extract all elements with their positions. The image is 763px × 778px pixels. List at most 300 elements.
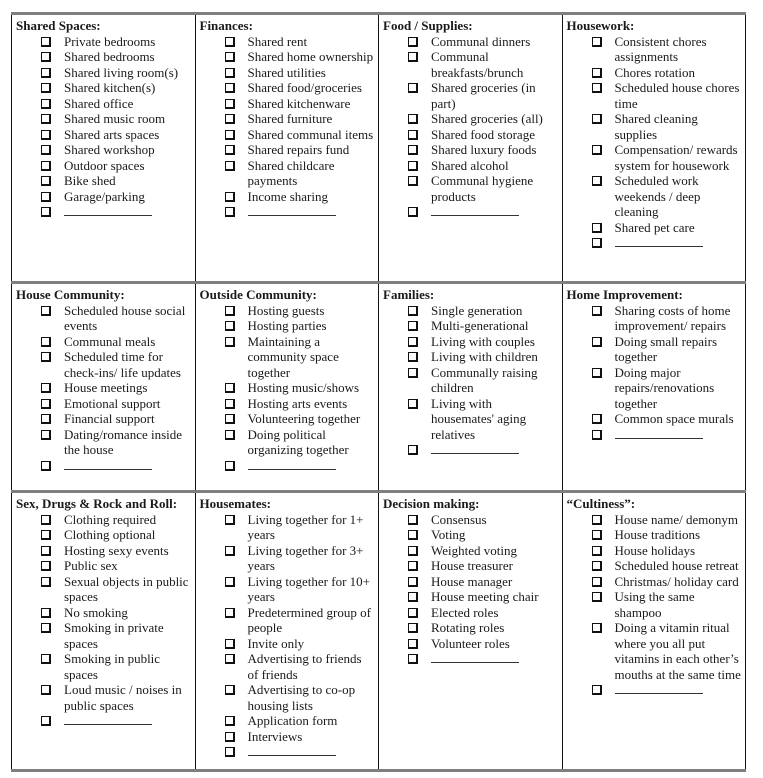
checklist-item-label: Living together for 10+ years <box>247 573 370 604</box>
checklist-item-label: Living with housemates' aging relatives <box>431 395 527 442</box>
category-heading: Housework: <box>566 18 635 33</box>
checkbox-icon[interactable] <box>592 83 602 93</box>
checklist-item <box>591 543 742 559</box>
checkbox-icon[interactable] <box>225 145 235 155</box>
checklist <box>383 34 558 220</box>
checklist-item <box>591 303 742 334</box>
checklist <box>16 303 191 474</box>
checklist-item-label: Scheduled time for check-ins/ life updates <box>64 349 181 380</box>
checklist-item-label: Shared kitchenware <box>247 95 351 111</box>
checklist-item <box>407 527 558 543</box>
checklist-item <box>40 543 191 559</box>
checklist-item <box>591 111 742 142</box>
checkbox-icon[interactable] <box>41 99 51 109</box>
checklist-item <box>407 49 558 80</box>
blank-write-in-line[interactable] <box>615 427 703 439</box>
checkbox-icon[interactable] <box>41 145 51 155</box>
checklist-item-label: Hosting parties <box>247 318 327 333</box>
checklist-item-label: No smoking <box>64 604 128 620</box>
checkbox-icon[interactable] <box>225 83 235 93</box>
blank-write-in-line[interactable] <box>248 458 336 470</box>
checklist-item <box>407 173 558 204</box>
category-cell <box>195 283 379 492</box>
checkbox-icon[interactable] <box>41 546 51 556</box>
checklist-item-label: Loud music / noises in public spaces <box>64 682 182 713</box>
checkbox-icon[interactable] <box>41 68 51 78</box>
checklist-item <box>407 318 558 334</box>
checklist-item-label: Single generation <box>431 302 523 318</box>
checkbox-icon[interactable] <box>41 461 51 471</box>
checklist-item <box>224 318 375 334</box>
checklist-item <box>40 380 191 396</box>
checklist-item <box>224 605 375 636</box>
checkbox-icon[interactable] <box>225 716 235 726</box>
checkbox-icon[interactable] <box>408 207 418 217</box>
blank-write-in-line[interactable] <box>64 713 152 725</box>
checklist-item-label: Sexual objects in public spaces <box>64 573 189 604</box>
category-heading: House Community: <box>16 287 125 302</box>
blank-write-in-line[interactable] <box>431 442 519 454</box>
checklist-item <box>40 204 191 220</box>
checklist-item-label: Garage/parking <box>64 188 145 204</box>
checklist-item-label: Income sharing <box>247 188 329 204</box>
checklist-item-label: Shared workshop <box>64 142 155 157</box>
checklist-item-label: House name/ demonym <box>614 511 738 527</box>
checklist <box>200 303 375 474</box>
checkbox-icon[interactable] <box>592 430 602 440</box>
checklist-item-label: Clothing required <box>64 511 157 527</box>
checklist-item-label: Financial support <box>64 411 155 426</box>
checklist-item-label: Application form <box>247 713 338 728</box>
checkbox-icon[interactable] <box>408 337 418 347</box>
blank-write-in-line[interactable] <box>615 682 703 694</box>
checklist-item-label: Elected roles <box>431 604 499 620</box>
checklist-item-label: Scheduled house retreat <box>614 558 739 573</box>
checkbox-icon[interactable] <box>41 530 51 540</box>
checkbox-icon[interactable] <box>225 685 235 695</box>
blank-write-in-line[interactable] <box>431 204 519 216</box>
checkbox-icon[interactable] <box>592 546 602 556</box>
checklist-item <box>40 682 191 713</box>
checklist-item-label: Advertising to friends of friends <box>247 651 362 682</box>
checkbox-icon[interactable] <box>408 130 418 140</box>
checklist-item-label: Interviews <box>247 728 303 744</box>
checklist-item <box>591 65 742 81</box>
checklist-item <box>224 334 375 381</box>
checklist-item-label: Doing a vitamin ritual where you all put vitamins in each other’s mouths at the same time <box>614 620 741 682</box>
checklist-item-label: Shared rent <box>247 33 308 49</box>
checklist-item-label: Sharing costs of home improvement/ repairs <box>614 302 731 333</box>
checklist-item <box>224 303 375 319</box>
checkbox-icon[interactable] <box>41 515 51 525</box>
checkbox-icon[interactable] <box>225 399 235 409</box>
checkbox-icon[interactable] <box>592 306 602 316</box>
checkbox-icon[interactable] <box>408 592 418 602</box>
checkbox-icon[interactable] <box>592 515 602 525</box>
checklist-item <box>224 713 375 729</box>
blank-write-in-line[interactable] <box>431 651 519 663</box>
checkbox-icon[interactable] <box>408 623 418 633</box>
checklist-table <box>11 12 746 772</box>
checklist-item-label: Living with children <box>431 349 538 364</box>
checklist-item <box>40 411 191 427</box>
checkbox-icon[interactable] <box>225 383 235 393</box>
checkbox-icon[interactable] <box>225 192 235 202</box>
checklist <box>567 512 742 698</box>
checkbox-icon[interactable] <box>225 99 235 109</box>
checklist-item <box>40 605 191 621</box>
checklist-item-label: House treasurer <box>431 558 513 573</box>
checklist-item <box>224 636 375 652</box>
category-heading: Home Improvement: <box>566 287 683 302</box>
checklist-item <box>591 574 742 590</box>
category-cell <box>379 492 563 771</box>
checklist-item-label: Consistent chores assignments <box>614 33 707 64</box>
category-cell <box>12 283 196 492</box>
checklist-item-label: Smoking in public spaces <box>64 651 161 682</box>
checklist-item-label: Common space murals <box>614 411 734 426</box>
checklist-item-label: Shared groceries (all) <box>431 111 543 126</box>
category-heading: “Cultiness”: <box>566 496 636 511</box>
checkbox-icon[interactable] <box>408 37 418 47</box>
category-cell <box>12 14 196 283</box>
checkbox-icon[interactable] <box>408 530 418 540</box>
checklist-item <box>224 158 375 189</box>
checkbox-icon[interactable] <box>41 561 51 571</box>
category-heading: Food / Supplies: <box>383 18 473 33</box>
checkbox-icon[interactable] <box>592 577 602 587</box>
checkbox-icon[interactable] <box>592 414 602 424</box>
checklist-item <box>40 142 191 158</box>
checklist-item-label: Maintaining a community space together <box>247 333 339 380</box>
checkbox-icon[interactable] <box>41 399 51 409</box>
checklist-item-label: Shared childcare payments <box>247 157 335 188</box>
checklist-item <box>40 574 191 605</box>
checklist-item <box>40 34 191 50</box>
checklist-item <box>591 142 742 173</box>
checklist-item <box>591 80 742 111</box>
checkbox-icon[interactable] <box>41 306 51 316</box>
checklist-item-label: Outdoor spaces <box>64 157 145 173</box>
checklist-item <box>40 127 191 143</box>
checklist-item <box>40 620 191 651</box>
checkbox-icon[interactable] <box>225 639 235 649</box>
checkbox-icon[interactable] <box>408 52 418 62</box>
checkbox-icon[interactable] <box>592 623 602 633</box>
checklist-item <box>591 589 742 620</box>
checklist-item <box>407 396 558 443</box>
checklist-item-label: Advertising to co-op housing lists <box>247 682 356 713</box>
checkbox-icon[interactable] <box>225 306 235 316</box>
checklist-item-label: Predetermined group of people <box>247 604 371 635</box>
checklist-item-label: Communally raising children <box>431 364 538 395</box>
checkbox-icon[interactable] <box>408 445 418 455</box>
checklist <box>200 34 375 220</box>
checklist-item <box>40 303 191 334</box>
checkbox-icon[interactable] <box>41 207 51 217</box>
category-cell <box>12 492 196 771</box>
checklist-item <box>40 111 191 127</box>
checklist-item <box>40 80 191 96</box>
checkbox-icon[interactable] <box>225 321 235 331</box>
checkbox-icon[interactable] <box>41 176 51 186</box>
checkbox-icon[interactable] <box>592 592 602 602</box>
checkbox-icon[interactable] <box>225 608 235 618</box>
checkbox-icon[interactable] <box>225 130 235 140</box>
checklist-item <box>591 620 742 682</box>
checklist-item-label: Chores rotation <box>614 64 696 80</box>
checkbox-icon[interactable] <box>408 176 418 186</box>
category-heading: Finances: <box>199 18 253 33</box>
checkbox-icon[interactable] <box>592 223 602 233</box>
checklist-item <box>407 303 558 319</box>
category-heading: Housemates: <box>199 496 271 511</box>
table-row <box>12 283 746 492</box>
checklist-item <box>407 111 558 127</box>
checkbox-icon[interactable] <box>225 515 235 525</box>
checkbox-icon[interactable] <box>41 52 51 62</box>
checklist-item-label: Shared communal items <box>247 126 374 142</box>
checkbox-icon[interactable] <box>225 68 235 78</box>
checkbox-icon[interactable] <box>408 561 418 571</box>
checkbox-icon[interactable] <box>41 608 51 618</box>
checklist-item <box>407 651 558 667</box>
checkbox-icon[interactable] <box>592 114 602 124</box>
checkbox-icon[interactable] <box>408 161 418 171</box>
checklist <box>16 512 191 729</box>
checklist-item <box>224 512 375 543</box>
checklist-item-label: Shared living room(s) <box>64 64 179 80</box>
checkbox-icon[interactable] <box>41 337 51 347</box>
checklist-item <box>591 427 742 443</box>
checkbox-icon[interactable] <box>41 716 51 726</box>
checklist-item <box>224 142 375 158</box>
checklist-item <box>591 512 742 528</box>
checklist <box>383 303 558 458</box>
checklist-item <box>224 111 375 127</box>
category-cell <box>379 14 563 283</box>
category-heading: Shared Spaces: <box>16 18 101 33</box>
checkbox-icon[interactable] <box>225 732 235 742</box>
checkbox-icon[interactable] <box>41 414 51 424</box>
checklist-item <box>591 334 742 365</box>
checklist-item <box>407 442 558 458</box>
checklist-item-label: Hosting music/shows <box>247 380 360 395</box>
checklist-item-label: Communal meals <box>64 333 156 349</box>
category-cell <box>195 492 379 771</box>
checklist-item-label: Communal breakfasts/brunch <box>431 49 524 80</box>
checklist-item-label: House traditions <box>614 527 701 542</box>
checkbox-icon[interactable] <box>41 623 51 633</box>
checkbox-icon[interactable] <box>225 52 235 62</box>
checkbox-icon[interactable] <box>592 238 602 248</box>
checklist-item <box>407 204 558 220</box>
checklist-item <box>40 189 191 205</box>
checklist-item-label: Living together for 3+ years <box>247 542 364 573</box>
checklist-item-label: Bike shed <box>64 173 116 188</box>
checkbox-icon[interactable] <box>225 337 235 347</box>
checkbox-icon[interactable] <box>592 176 602 186</box>
checklist-item-label: Volunteer roles <box>431 635 510 651</box>
checklist-item <box>407 158 558 174</box>
checklist-item <box>40 49 191 65</box>
checkbox-icon[interactable] <box>41 114 51 124</box>
checklist-item <box>40 651 191 682</box>
checkbox-icon[interactable] <box>408 83 418 93</box>
checklist <box>567 303 742 443</box>
checkbox-icon[interactable] <box>592 685 602 695</box>
checklist-item <box>407 574 558 590</box>
checklist-item <box>40 558 191 574</box>
checkbox-icon[interactable] <box>408 515 418 525</box>
checkbox-icon[interactable] <box>225 161 235 171</box>
checklist-item <box>40 458 191 474</box>
checkbox-icon[interactable] <box>225 461 235 471</box>
checkbox-icon[interactable] <box>41 192 51 202</box>
checklist-item <box>591 411 742 427</box>
checklist-item <box>40 427 191 458</box>
checkbox-icon[interactable] <box>41 430 51 440</box>
checklist-item-label: Doing political organizing together <box>247 426 349 457</box>
checklist-item <box>591 220 742 236</box>
checklist-item <box>224 189 375 205</box>
checklist-item-label: House holidays <box>614 542 696 558</box>
checklist-item-label: Shared groceries (in part) <box>431 80 536 111</box>
checklist-item-label: Shared kitchen(s) <box>64 80 156 95</box>
checkbox-icon[interactable] <box>225 654 235 664</box>
checklist-item-label: Private bedrooms <box>64 33 156 49</box>
category-heading: Sex, Drugs & Rock and Roll: <box>16 496 178 511</box>
checklist-item <box>224 651 375 682</box>
checkbox-icon[interactable] <box>408 321 418 331</box>
checklist-item <box>224 543 375 574</box>
checkbox-icon[interactable] <box>592 530 602 540</box>
checklist-item <box>224 396 375 412</box>
checkbox-icon[interactable] <box>408 352 418 362</box>
checkbox-icon[interactable] <box>41 83 51 93</box>
checklist-item <box>40 65 191 81</box>
checkbox-icon[interactable] <box>41 685 51 695</box>
checklist-item-label: Using the same shampoo <box>614 589 695 620</box>
checklist-item <box>407 543 558 559</box>
checkbox-icon[interactable] <box>41 383 51 393</box>
checklist-item <box>224 380 375 396</box>
checkbox-icon[interactable] <box>225 430 235 440</box>
checklist-item <box>224 427 375 458</box>
checkbox-icon[interactable] <box>592 145 602 155</box>
blank-write-in-line[interactable] <box>248 744 336 756</box>
checkbox-icon[interactable] <box>225 546 235 556</box>
category-heading: Outside Community: <box>199 287 317 302</box>
checkbox-icon[interactable] <box>225 37 235 47</box>
checklist-item-label: House meeting chair <box>431 589 539 604</box>
checklist-item <box>591 558 742 574</box>
checklist-item-label: Rotating roles <box>431 620 505 635</box>
checklist-item-label: Multi-generational <box>431 318 529 333</box>
checkbox-icon[interactable] <box>408 306 418 316</box>
checkbox-icon[interactable] <box>592 68 602 78</box>
checklist-item-label: Public sex <box>64 558 118 573</box>
category-cell <box>562 492 746 771</box>
checkbox-icon[interactable] <box>41 654 51 664</box>
category-cell <box>562 14 746 283</box>
checklist-item <box>407 558 558 574</box>
blank-write-in-line[interactable] <box>615 235 703 247</box>
checklist-item <box>224 204 375 220</box>
checkbox-icon[interactable] <box>592 561 602 571</box>
blank-write-in-line[interactable] <box>248 204 336 216</box>
checkbox-icon[interactable] <box>408 114 418 124</box>
checkbox-icon[interactable] <box>592 337 602 347</box>
checklist-item-label: Communal hygiene products <box>431 173 534 204</box>
checklist-item-label: Shared office <box>64 95 134 111</box>
checkbox-icon[interactable] <box>41 37 51 47</box>
checklist-item <box>40 512 191 528</box>
checkbox-icon[interactable] <box>41 577 51 587</box>
checklist-item <box>591 34 742 65</box>
checkbox-icon[interactable] <box>225 207 235 217</box>
checkbox-icon[interactable] <box>408 546 418 556</box>
checkbox-icon[interactable] <box>225 577 235 587</box>
checkbox-icon[interactable] <box>408 399 418 409</box>
checklist-item-label: Consensus <box>431 511 487 527</box>
checkbox-icon[interactable] <box>592 368 602 378</box>
checklist-item-label: Shared bedrooms <box>64 49 155 64</box>
checklist-item-label: Shared utilities <box>247 64 326 80</box>
checklist-item-label: Living together for 1+ years <box>247 511 364 542</box>
checkbox-icon[interactable] <box>408 368 418 378</box>
checklist-item-label: Shared cleaning supplies <box>614 111 698 142</box>
checkbox-icon[interactable] <box>592 37 602 47</box>
checklist-item <box>40 713 191 729</box>
checklist-item-label: Invite only <box>247 635 305 651</box>
checklist-item-label: Shared furniture <box>247 111 333 126</box>
checkbox-icon[interactable] <box>225 114 235 124</box>
blank-write-in-line[interactable] <box>64 204 152 216</box>
checklist-item <box>224 127 375 143</box>
checklist-item <box>407 127 558 143</box>
checkbox-icon[interactable] <box>225 747 235 757</box>
checklist-item <box>40 334 191 350</box>
checklist-item-label: Shared food/groceries <box>247 80 362 95</box>
checklist-item <box>591 365 742 412</box>
checkbox-icon[interactable] <box>41 130 51 140</box>
blank-write-in-line[interactable] <box>64 458 152 470</box>
checklist-item-label: Shared pet care <box>614 219 695 235</box>
checklist-item-label: Christmas/ holiday card <box>614 573 739 589</box>
checkbox-icon[interactable] <box>408 654 418 664</box>
checkbox-icon[interactable] <box>408 608 418 618</box>
checklist-item <box>40 158 191 174</box>
checklist-item <box>407 605 558 621</box>
checklist-item <box>40 396 191 412</box>
checklist-item-label: Scheduled house chores time <box>614 80 740 111</box>
checkbox-icon[interactable] <box>408 577 418 587</box>
checklist-item-label: Shared home ownership <box>247 49 374 64</box>
checkbox-icon[interactable] <box>408 639 418 649</box>
checkbox-icon[interactable] <box>225 414 235 424</box>
checklist-item <box>407 636 558 652</box>
checklist <box>383 512 558 667</box>
checklist-item <box>407 34 558 50</box>
checklist-item <box>224 682 375 713</box>
checkbox-icon[interactable] <box>41 352 51 362</box>
checkbox-icon[interactable] <box>41 161 51 171</box>
category-heading: Decision making: <box>383 496 480 511</box>
checkbox-icon[interactable] <box>408 145 418 155</box>
checklist-item <box>224 411 375 427</box>
checklist-item-label: Hosting guests <box>247 302 325 318</box>
